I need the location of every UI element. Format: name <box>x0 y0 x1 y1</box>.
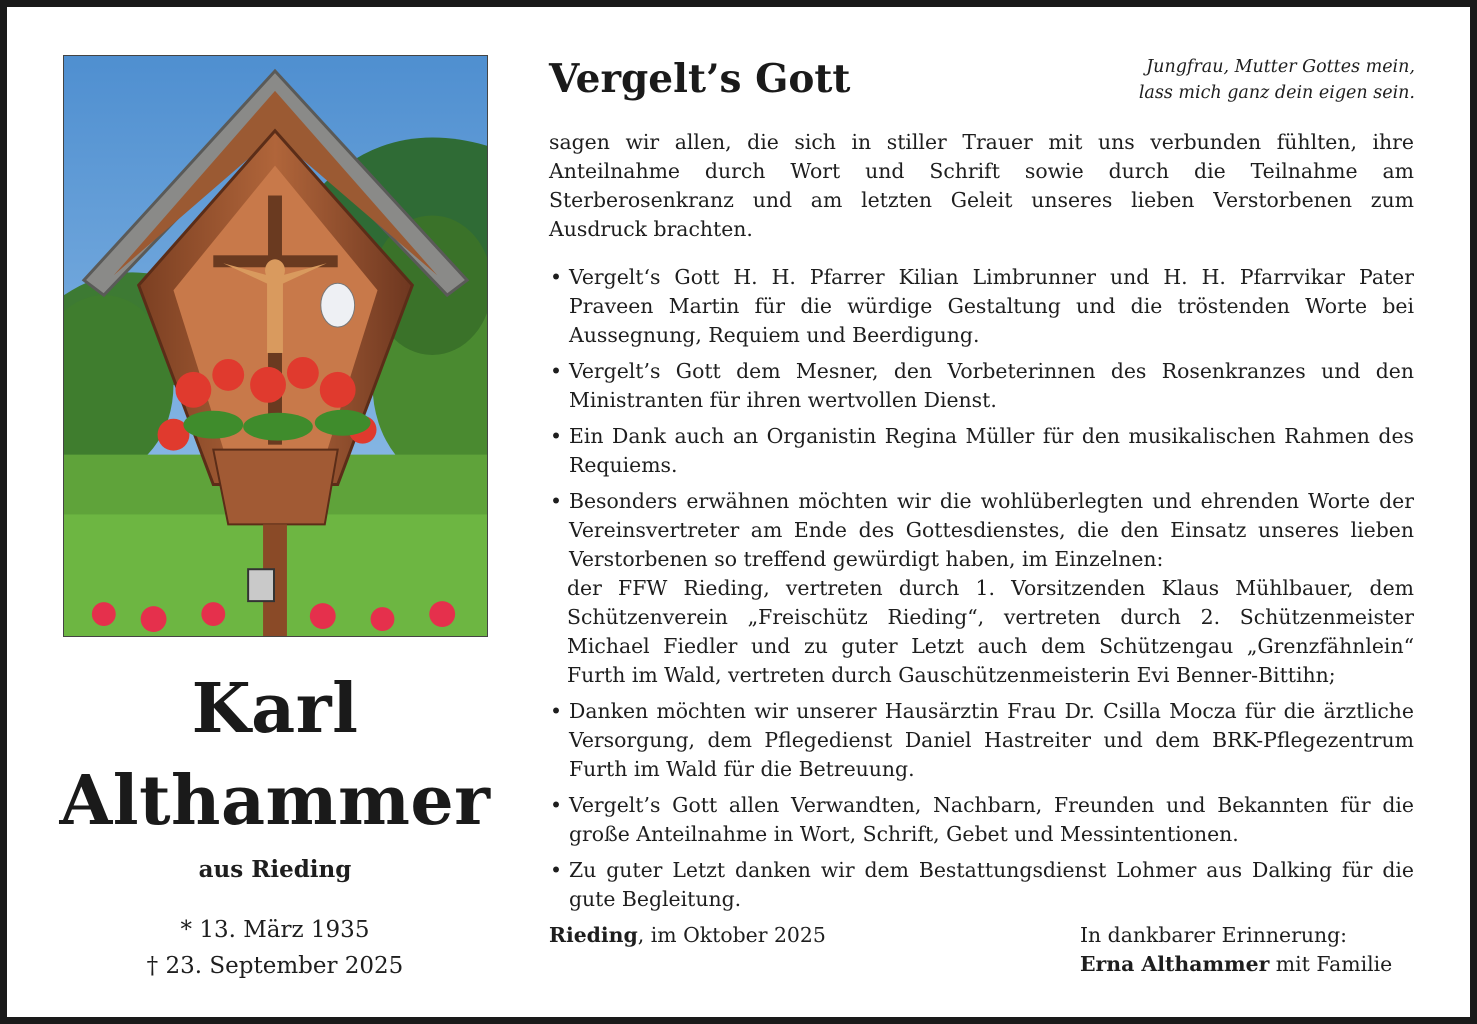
deceased-origin: aus Rieding <box>198 856 352 883</box>
bullet: • <box>550 858 563 882</box>
wayside-crucifix-photo <box>63 55 488 637</box>
motto-line: Jungfrau, Mutter Gottes mein, <box>1146 57 1415 77</box>
list-item-text: Ein Dank auch an Organistin Regina Müller für den musikalischen Rahmen des Requiems. <box>569 424 1414 477</box>
intro-paragraph: sagen wir allen, die sich in stiller Trauer mit uns verbunden fühlten, ihre Anteilnahme durch Wort und Schrift sowie durch die Teilnahme am Sterberosenkranz und am letzten Geleit unseres lieben Verstorbenen zum Ausdruck brachten. <box>549 130 1414 241</box>
family-line <box>1080 950 1392 979</box>
list-item <box>549 791 1414 849</box>
signature-block <box>1080 921 1392 979</box>
family-suffix: mit Familie <box>1269 952 1393 976</box>
list-item <box>549 422 1414 480</box>
list-item-text: Vergelt‘s Gott H. H. Pfarrer Kilian Limbrunner und H. H. Pfarrvikar Pater Praveen Martin für die würdige Gestaltung und die tröstenden Worte bei Aussegnung, Requiem und Beerdigung. <box>569 265 1414 347</box>
notice-title: Vergelt’s Gott <box>549 56 851 102</box>
list-item-text: Besonders erwähnen möchten wir die wohlüberlegten und ehrenden Worte der Vereinsvertreter am Ende des Gottesdienstes, die den Einsatz unseres lieben Verstorbenen so treffend gewürdigt haben, im Einzelnen: <box>569 489 1414 571</box>
list-item <box>549 697 1414 784</box>
deceased-first-name: Karl <box>191 669 359 749</box>
remembrance-line: In dankbarer Erinnerung: <box>1080 923 1348 947</box>
list-item <box>549 263 1414 350</box>
bullet: • <box>550 359 563 383</box>
motto <box>1139 54 1415 106</box>
thanks-list <box>549 263 1414 921</box>
bullet: • <box>550 699 563 723</box>
list-item-detail: der FFW Rieding, vertreten durch 1. Vorsitzenden Klaus Mühlbauer, dem Schützenverein „Freischütz Rieding“, vertreten durch 2. Schützenmeister Michael Fiedler und zu guter Letzt auch dem Schützengau „Grenzfähnlein“ Furth im Wald, vertreten durch Gauschützenmeisterin Evi Benner-Bittihn; <box>567 576 1414 687</box>
list-item-text: Zu guter Letzt danken wir dem Bestattungsdienst Lohmer aus Dalking für die gute Begleitung. <box>569 858 1414 911</box>
list-item <box>549 357 1414 415</box>
list-item <box>549 856 1414 914</box>
bullet: • <box>550 265 563 289</box>
life-dates <box>40 912 510 984</box>
motto-line: lass mich ganz dein eigen sein. <box>1138 83 1415 103</box>
bullet: • <box>550 793 563 817</box>
list-item <box>549 487 1414 690</box>
place-name: Rieding <box>549 923 638 947</box>
list-item-text: Vergelt’s Gott allen Verwandten, Nachbarn, Freunden und Bekannten für die große Anteilnahme in Wort, Schrift, Gebet und Messintentionen. <box>569 793 1414 846</box>
birth-date: * 13. März 1935 <box>180 917 370 943</box>
deceased-last-name: Althammer <box>59 761 491 841</box>
family-name: Erna Althammer <box>1080 952 1270 976</box>
bullet: • <box>550 489 563 513</box>
list-item-text: Danken möchten wir unserer Hausärztin Frau Dr. Csilla Mocza für die ärztliche Versorgung, dem Pflegedienst Daniel Hastreiter und dem BRK-Pflegezentrum Furth im Wald für die Betreuung. <box>569 699 1414 781</box>
place-date <box>549 921 826 950</box>
bullet: • <box>550 424 563 448</box>
death-date: † 23. September 2025 <box>146 953 404 979</box>
list-item-text: Vergelt’s Gott dem Mesner, den Vorbeterinnen des Rosenkranzes und den Ministranten für ihren wertvollen Dienst. <box>569 359 1414 412</box>
date-text: , im Oktober 2025 <box>637 923 826 947</box>
